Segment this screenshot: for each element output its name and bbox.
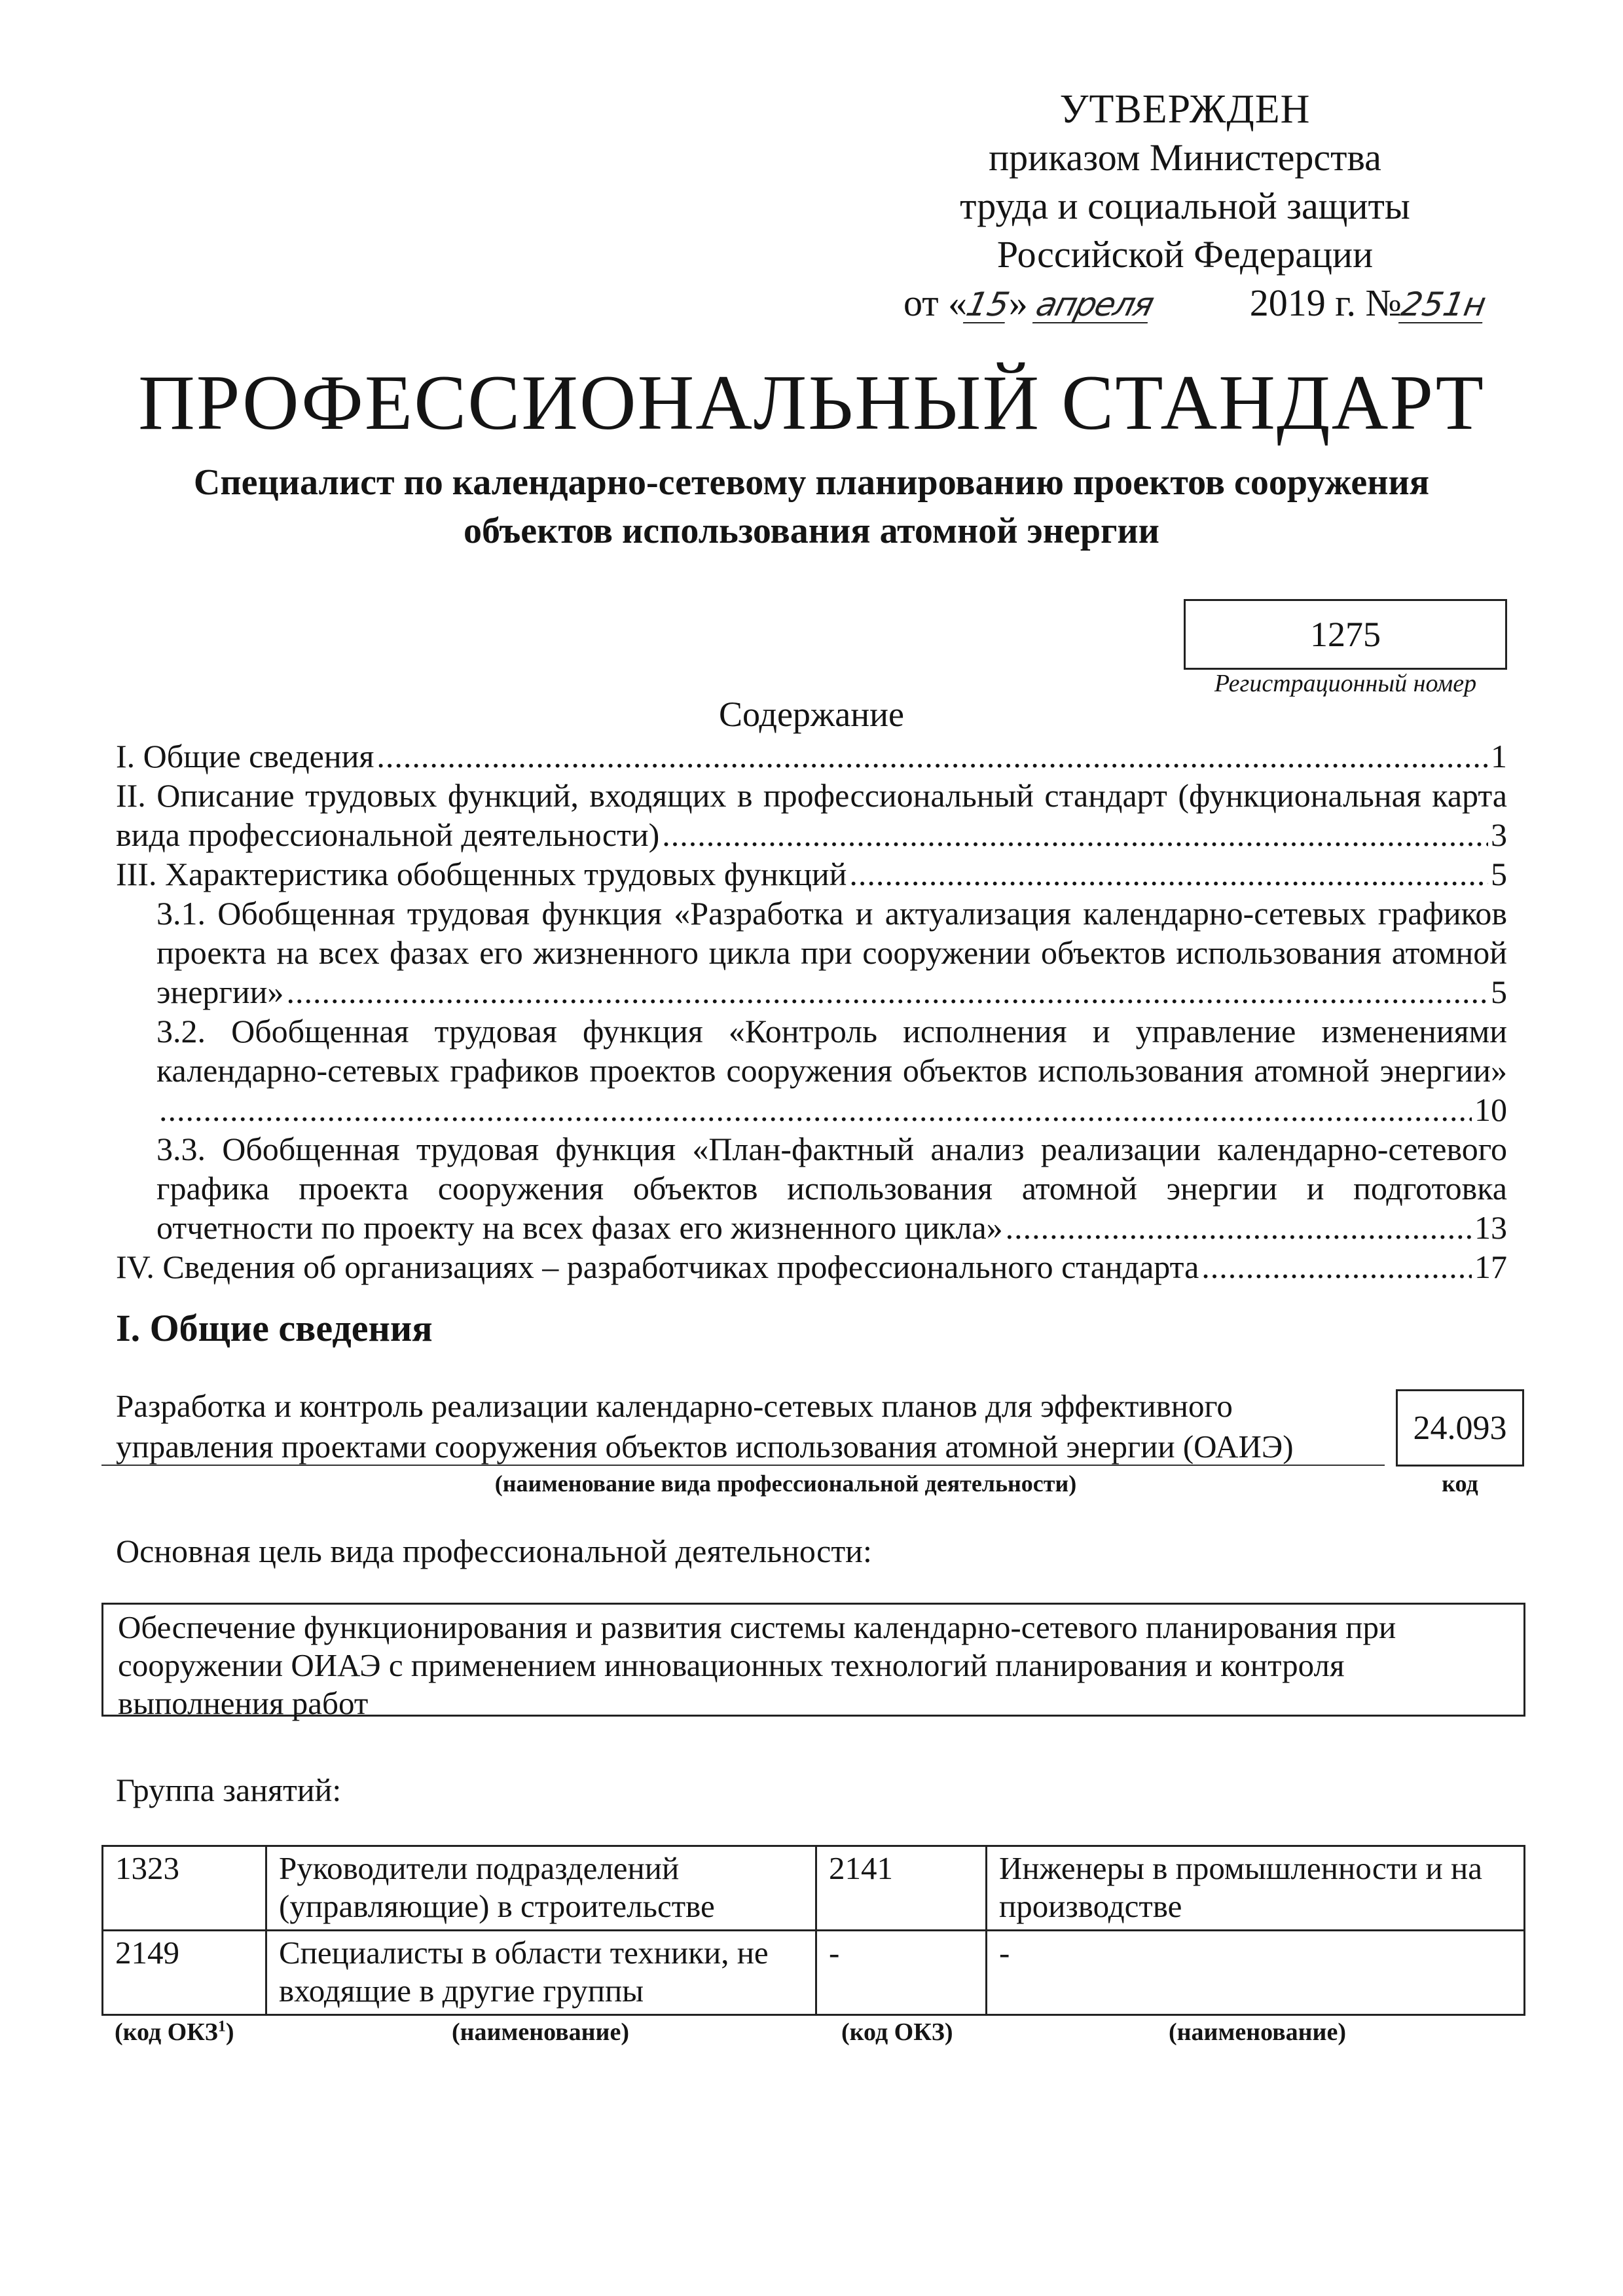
toc-leader (849, 854, 1488, 894)
date-prefix: от « (903, 282, 968, 324)
toc-leader (1201, 1247, 1472, 1286)
table-row (103, 1846, 1525, 1931)
activity-line-1: Разработка и контроль реализации календарно-сетевых планов для эффективного (116, 1388, 1233, 1424)
okz-code-cell: 1323 (103, 1846, 266, 1931)
toc-item-2[interactable]: II. Описание трудовых функций, входящих в профессиональный стандарт (функциональная карта вида профессиональной деятельности) ..... 3 (116, 776, 1507, 854)
goal-box (101, 1603, 1525, 1721)
approval-line-4: Российской Федерации (996, 233, 1374, 276)
goal-line-3: выполнения работ (118, 1685, 369, 1721)
table-row (103, 1931, 1525, 2015)
date-year: 2019 г. № (1249, 282, 1402, 324)
toc-leader (1006, 1208, 1472, 1247)
toc-item-3-3[interactable]: 3.3. Обобщенная трудовая функция «План-фактный анализ реализации календарно-сетевого графика проекта сооружения объектов использования атомной энергии и подготовка отчетности по проекту на всех фазах его жизненного цикла» ..... 13 (116, 1129, 1507, 1247)
document-title: ПРОФЕССИОНАЛЬНЫЙ СТАНДАРТ (138, 359, 1485, 446)
toc-page: 1 (1491, 738, 1507, 774)
handwritten-day: 15 (962, 285, 1013, 323)
occupation-name-cell: Инженеры в промышленности и на производстве (987, 1846, 1525, 1931)
section-title: I. Общие сведения (116, 1307, 433, 1349)
occupation-name-cell: Специалисты в области техники, не входящие в другие группы (266, 1931, 816, 2015)
toc-leader (159, 1090, 1472, 1129)
goal-line-2: сооружении ОИАЭ с применением инновационных технологий планирования и контроля (118, 1647, 1345, 1683)
table-of-contents (116, 737, 1507, 1286)
registration-number-box (1184, 599, 1507, 670)
toc-page: 5 (1491, 856, 1507, 892)
okz-code-cell: - (816, 1931, 987, 2015)
occupation-table (101, 1845, 1525, 2016)
goal-line-1: Обеспечение функционирования и развития системы календарно-сетевого планирования при (118, 1609, 1396, 1645)
code-caption: код (1442, 1470, 1478, 1497)
toc-leader (662, 815, 1488, 854)
toc-page: 5 (1491, 974, 1507, 1010)
toc-item-1[interactable]: I. Общие сведения ..... 1 (116, 737, 1507, 776)
goal-label: Основная цель вида профессиональной деятельности: (116, 1533, 872, 1569)
registration-number: 1275 (1310, 615, 1381, 654)
toc-item-3-1[interactable]: 3.1. Обобщенная трудовая функция «Разработка и актуализация календарно-сетевых графиков проекта на всех фазах его жизненного цикла при сооружении объектов использования атомной энергии» ..... 5 (116, 894, 1507, 1011)
toc-item-4[interactable]: IV. Сведения об организациях – разработчиках профессионального стандарта ..... 17 (116, 1247, 1507, 1286)
toc-item-3[interactable]: III. Характеристика обобщенных трудовых функций ..... 5 (116, 854, 1507, 894)
occupation-name-cell: - (987, 1931, 1525, 2015)
toc-leader (286, 972, 1488, 1011)
okz-code-cell: 2141 (816, 1846, 987, 1931)
toc-page: 10 (1474, 1091, 1507, 1128)
approval-date-line (903, 279, 1532, 329)
approval-line-2: приказом Министерства (989, 136, 1381, 179)
toc-page: 3 (1491, 816, 1507, 853)
activity-code: 24.093 (1413, 1409, 1507, 1447)
registration-caption: Регистрационный номер (1214, 670, 1477, 697)
activity-name (116, 1386, 1334, 1467)
occupation-name-caption: (наименование) (452, 2018, 629, 2046)
subtitle-line-2: объектов использования атомной энергии (464, 511, 1159, 551)
okz-code-cell: 2149 (103, 1931, 266, 2015)
activity-underline (101, 1465, 1385, 1466)
toc-page: 13 (1474, 1209, 1507, 1246)
occupation-name-caption-2: (наименование) (1169, 2018, 1346, 2046)
approval-line-3: труда и социальной защиты (960, 185, 1410, 227)
subtitle-line-1: Специалист по календарно-сетевому планированию проектов сооружения (193, 462, 1430, 503)
handwritten-month: апреля (1032, 285, 1158, 323)
approval-block (838, 85, 1532, 329)
toc-page: 17 (1474, 1248, 1507, 1285)
activity-code-box (1396, 1389, 1524, 1467)
toc-item-3-2[interactable]: 3.2. Обобщенная трудовая функция «Контроль исполнения и управление изменениями календарно-сетевых графиков проектов сооружения объектов использования атомной энергии» ..... 10 (116, 1011, 1507, 1129)
activity-line-2: управления проектами сооружения объектов использования атомной энергии (ОАИЭ) (116, 1429, 1294, 1465)
date-mid: » (1008, 282, 1028, 324)
occupation-group-label: Группа занятий: (116, 1772, 342, 1808)
contents-heading: Содержание (719, 695, 904, 734)
approval-heading: УТВЕРЖДЕН (1059, 87, 1311, 132)
document-subtitle (98, 458, 1525, 555)
okz-code-caption-2: (код ОКЗ) (841, 2018, 953, 2046)
okz-code-caption: (код ОКЗ$^1$) (115, 2018, 234, 2046)
activity-caption: (наименование вида профессиональной деятельности) (494, 1470, 1077, 1497)
footnote-marker: 1 (217, 2018, 226, 2035)
occupation-name-cell: Руководители подразделений (управляющие) в строительстве (266, 1846, 816, 1931)
toc-leader (376, 737, 1488, 776)
handwritten-order-number: 251н (1398, 285, 1489, 323)
